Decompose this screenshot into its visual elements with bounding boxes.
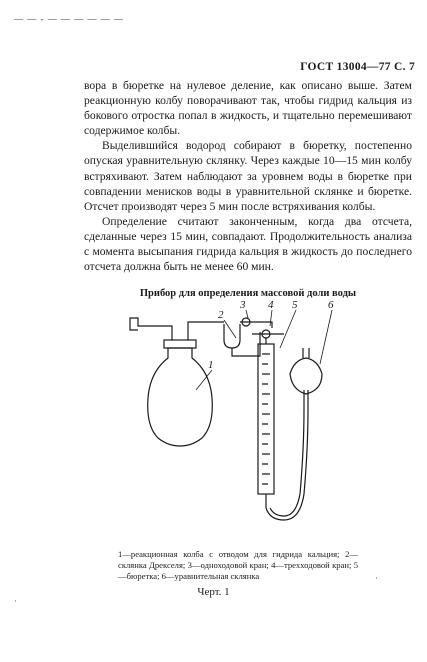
body-text bbox=[84, 78, 412, 274]
page-header: ГОСТ 13004—77 С. 7 bbox=[300, 61, 415, 73]
figure-number: Черт. 1 bbox=[197, 586, 230, 598]
reaction-flask bbox=[148, 348, 213, 446]
drexel-bottle bbox=[224, 324, 240, 348]
rubber-tube bbox=[266, 390, 308, 520]
header-dashes: — — - — — — — — — bbox=[14, 14, 124, 24]
label-4: 4 bbox=[268, 299, 274, 311]
label-3: 3 bbox=[240, 299, 246, 311]
apparatus-diagram bbox=[100, 298, 360, 528]
label-5: 5 bbox=[292, 299, 298, 311]
label-2: 2 bbox=[218, 309, 224, 321]
scan-speck: · bbox=[14, 596, 17, 606]
paragraph: вора в бюретке на нулевое деление, как описано выше. Затем реакционную колбу поворачивают так, чтобы гидрид кальция из бокового отростка попал в жидкость, и тщательно перемешивают содержимое колбы. bbox=[84, 79, 412, 138]
levelling-bottle bbox=[290, 358, 322, 394]
label-1: 1 bbox=[208, 359, 214, 371]
apparatus-drawing bbox=[100, 298, 360, 528]
paragraph: Определение считают законченным, когда два отсчета, сделанные через 15 мин, совпадают. Продолжительность анализа с момента высыпания гидрида кальция в жидкость до последнего отсчета должна быть не менее 60 мин. bbox=[84, 214, 412, 274]
burette bbox=[258, 344, 274, 494]
flask-neck bbox=[164, 340, 196, 348]
figure-title: Прибор для определения массовой доли воды bbox=[139, 288, 357, 299]
label-6: 6 bbox=[328, 299, 334, 311]
figure-caption: 1—реакционная колба с отводом для гидрида кальция; 2—склянка Дрекселя; 3—одноходовой кран; 4—трехходовой кран; 5—бюретка; 6—уравнительная склянка bbox=[118, 549, 358, 581]
scan-speck: · bbox=[375, 573, 378, 583]
paragraph: Выделившийся водород собирают в бюретку, постепенно опуская уравнительную склянку. Через каждые 10—15 мин колбу встряхивают. Затем наблюдают за уровнем воды в бюретке при совпадении менисков воды в уравнительной склянке и бюретке. Отсчет производят через 5 мин после встряхивания колбы. bbox=[84, 139, 412, 213]
